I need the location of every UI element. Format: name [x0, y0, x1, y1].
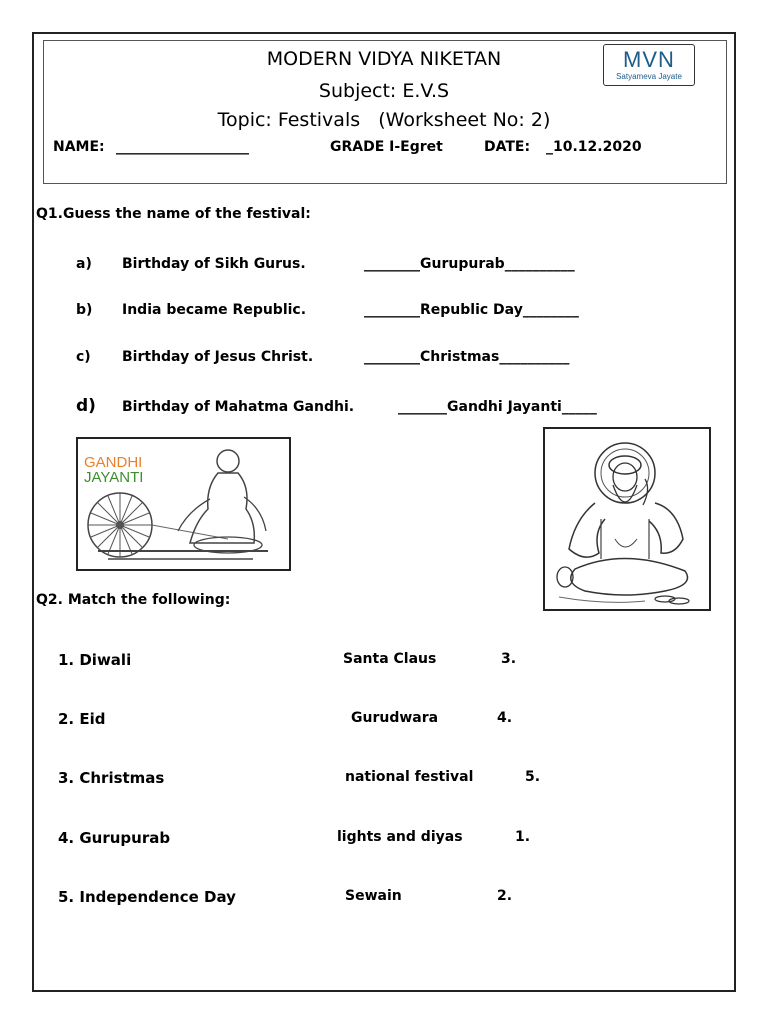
- gandhi-caption: GANDHI: [84, 454, 143, 471]
- match-left-item: 2. Eid: [58, 710, 106, 728]
- match-left-item: 5. Independence Day: [58, 888, 236, 906]
- match-right-item: national festival: [345, 769, 474, 785]
- q1-clue: India became Republic.: [122, 302, 307, 318]
- match-left-item: 4. Gurupurab: [58, 829, 171, 847]
- spinning-wheel-icon: [78, 439, 289, 569]
- match-answer: 4.: [497, 710, 513, 726]
- guru-nanak-drawing-icon: [545, 429, 709, 609]
- q1-answer: ________Christmas__________: [364, 349, 570, 365]
- jayanti-caption: JAYANTI: [84, 469, 144, 486]
- date-value: _10.12.2020: [546, 139, 642, 155]
- date-label: DATE:: [484, 139, 531, 155]
- match-right-item: Sewain: [345, 888, 402, 904]
- match-answer: 1.: [515, 829, 531, 845]
- name-blank: ___________________: [116, 139, 249, 155]
- q2-title: Q2. Match the following:: [36, 592, 231, 608]
- gandhi-jayanti-image: [76, 437, 291, 571]
- match-left-item: 3. Christmas: [58, 769, 165, 787]
- guru-nanak-image: [543, 427, 711, 611]
- school-name: MODERN VIDYA NIKETAN: [266, 48, 502, 70]
- match-right-item: Gurudwara: [351, 710, 439, 726]
- q1-answer: ________Republic Day________: [364, 302, 579, 318]
- q1-title: Q1.Guess the name of the festival:: [36, 206, 311, 222]
- match-answer: 2.: [497, 888, 513, 904]
- q1-letter: c): [76, 349, 91, 365]
- q1-letter: a): [76, 256, 92, 272]
- q1-clue: Birthday of Mahatma Gandhi.: [122, 399, 355, 415]
- match-right-item: Santa Claus: [343, 651, 437, 667]
- match-answer: 5.: [525, 769, 541, 785]
- match-right-item: lights and diyas: [337, 829, 463, 845]
- q1-letter: d): [76, 396, 96, 416]
- logo-sub-text: Satyameva Jayate: [616, 72, 682, 81]
- mvn-logo: [603, 44, 695, 86]
- q1-letter: b): [76, 302, 93, 318]
- q1-clue: Birthday of Jesus Christ.: [122, 349, 314, 365]
- topic-line: Topic: Festivals (Worksheet No: 2): [217, 109, 551, 131]
- grade-label: GRADE I-Egret: [330, 139, 443, 155]
- subject-line: Subject: E.V.S: [318, 80, 450, 102]
- q1-clue: Birthday of Sikh Gurus.: [122, 256, 306, 272]
- logo-main-text: MVN: [623, 47, 675, 72]
- q1-answer: _______Gandhi Jayanti_____: [398, 399, 597, 415]
- match-answer: 3.: [501, 651, 517, 667]
- q1-answer: ________Gurupurab__________: [364, 256, 575, 272]
- match-left-item: 1. Diwali: [58, 651, 132, 669]
- name-label: NAME:: [53, 139, 105, 155]
